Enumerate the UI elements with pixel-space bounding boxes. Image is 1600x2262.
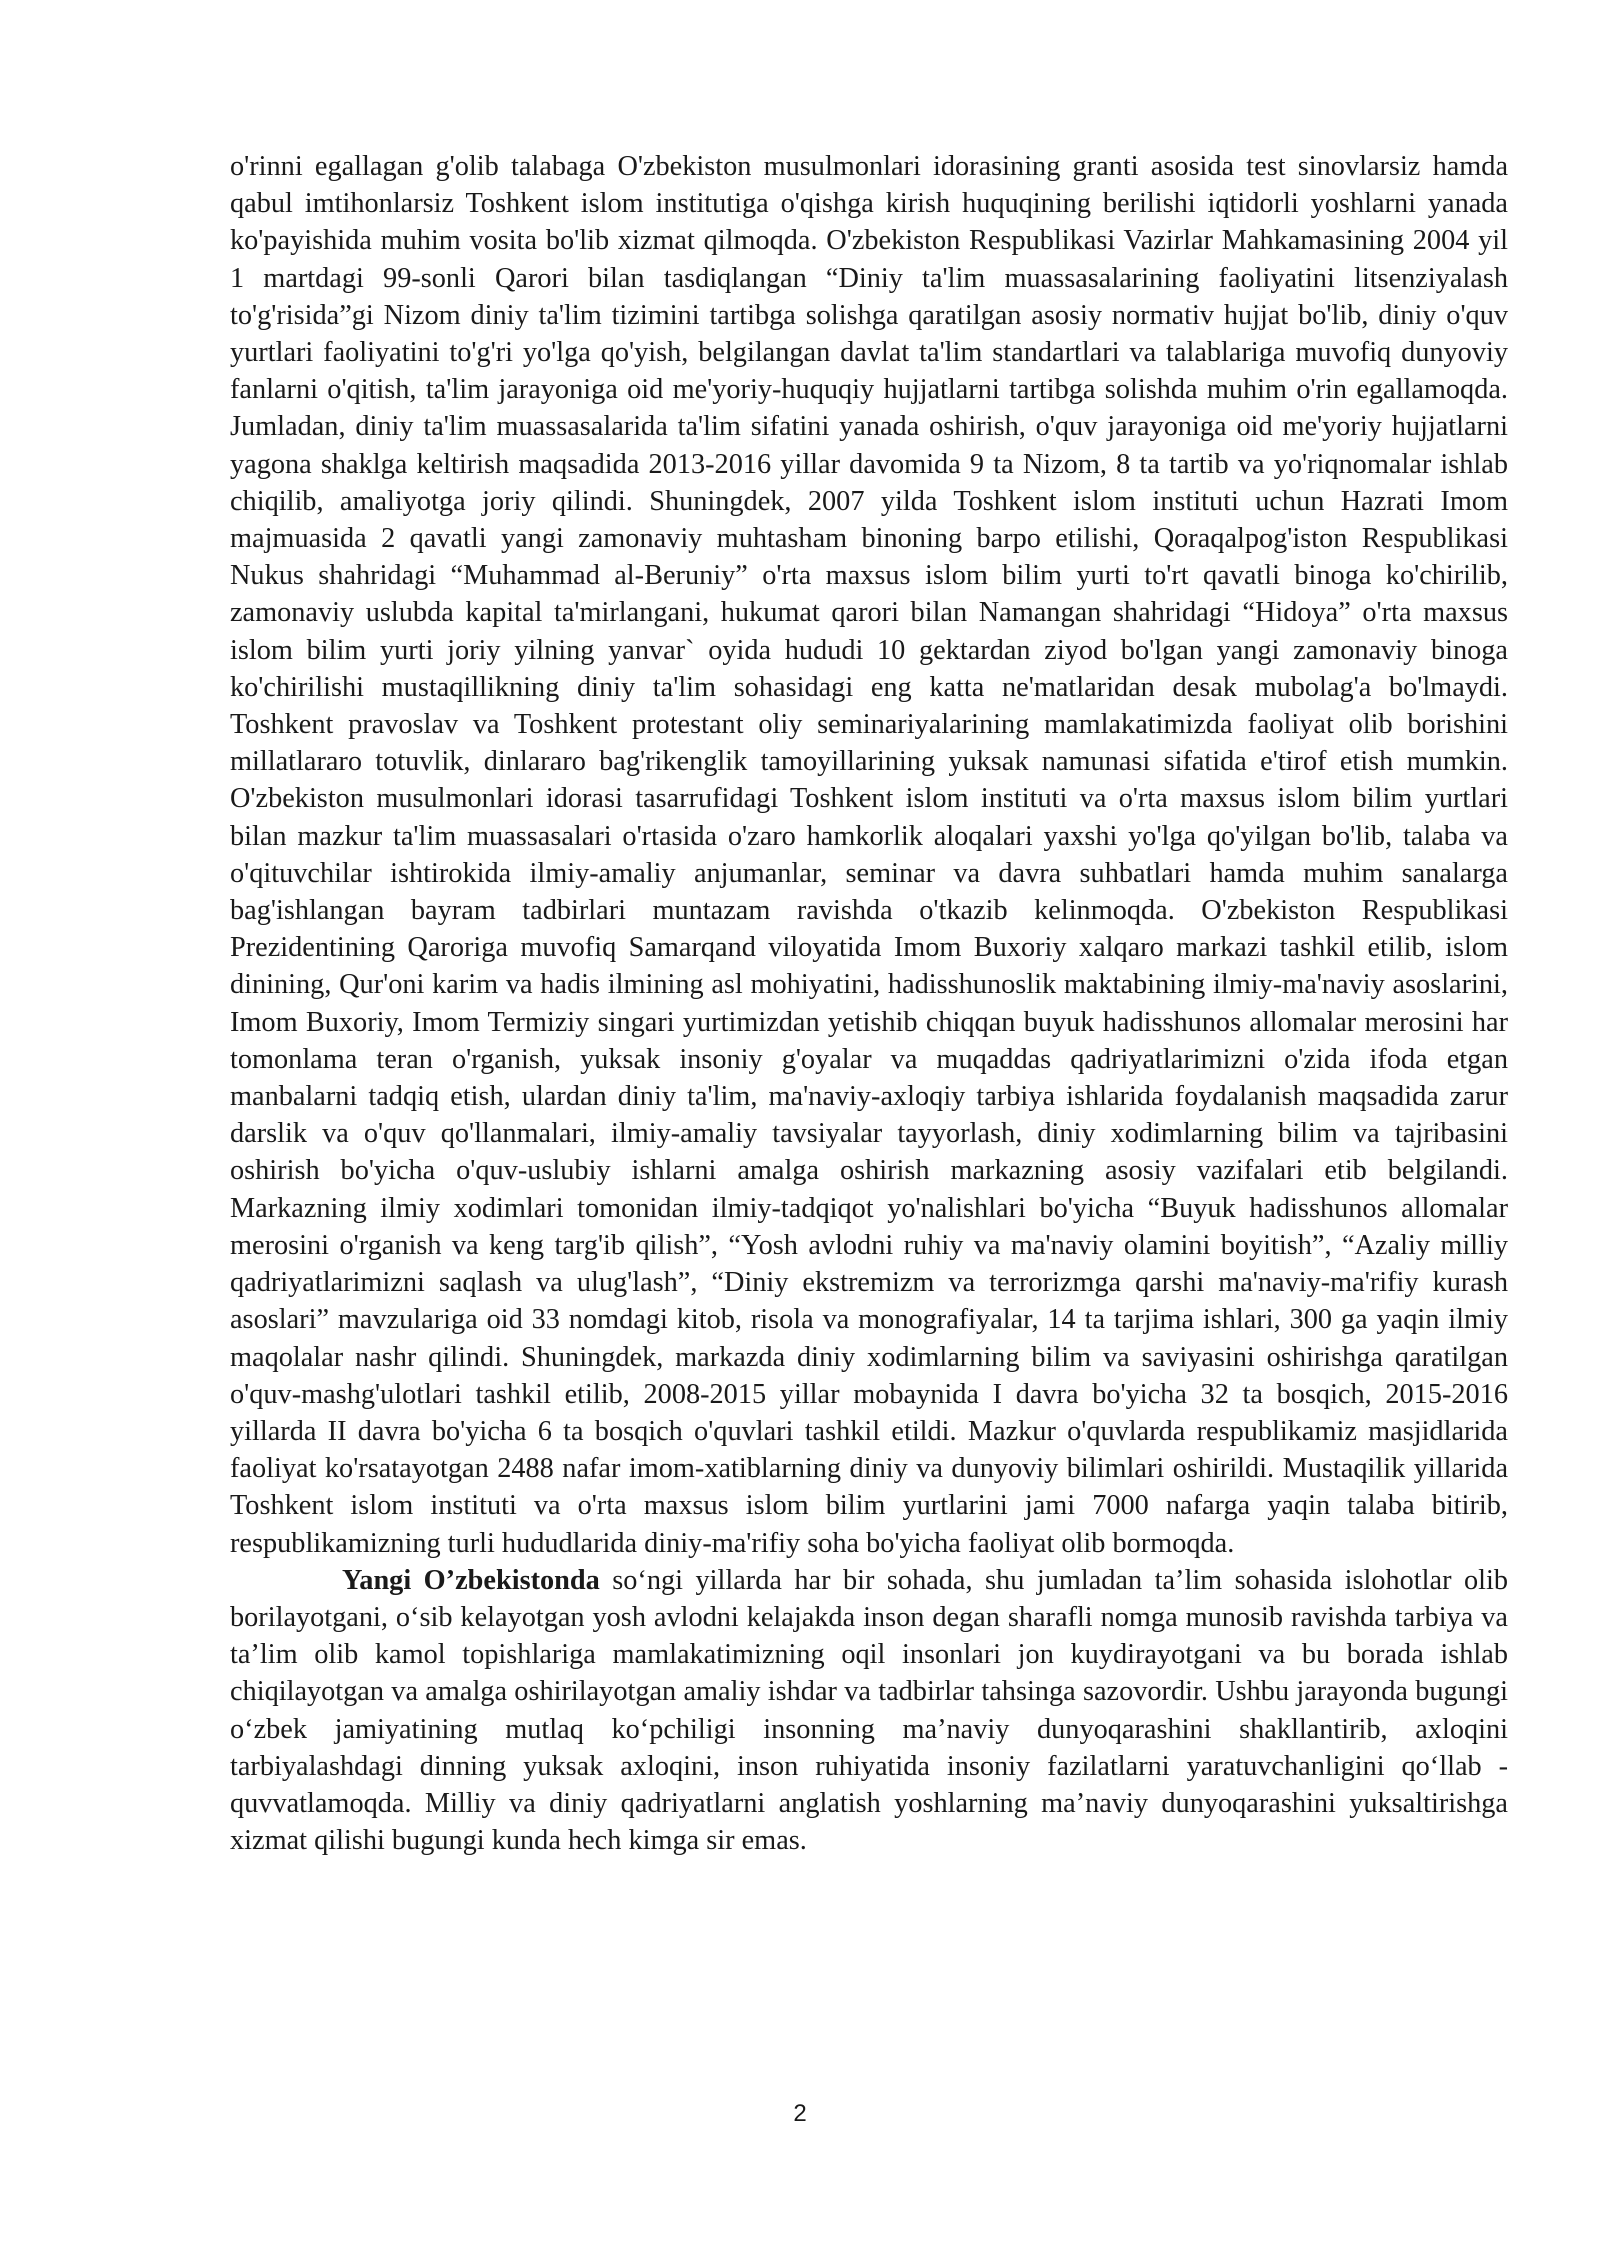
page-number: 2 — [793, 2100, 807, 2127]
body-paragraph: o'rinni egallagan g'olib talabaga O'zbekiston musulmonlari idorasining granti asosida test sinovlarsiz hamda qabul imtihonlarsiz Toshkent islom institutiga o'qishga kirish huquqining berilishi iqtidorli yoshlarni yanada ko'payishida muhim vosita bo'lib xizmat qilmoqda. O'zbekiston Respublikasi Vazirlar Mahkamasining 2004 yil 1 martdagi 99-sonli Qarori bilan tasdiqlangan “Diniy ta'lim muassasalarining faoliyatini litsenziyalash to'g'risida”gi Nizom diniy ta'lim tizimini tartibga solishga qaratilgan asosiy normativ hujjat bo'lib, diniy o'quv yurtlari faoliyatini to'g'ri yo'lga qo'yish, belgilangan davlat ta'lim standartlari va talablariga muvofiq dunyoviy fanlarni o'qitish, ta'lim jarayoniga oid me'yoriy-huquqiy hujjatlarni tartibga solishda muhim o'rin egallamoqda. Jumladan, diniy ta'lim muassasalarida ta'lim sifatini yanada oshirish, o'quv jarayoniga oid me'yoriy hujjatlarni yagona shaklga keltirish maqsadida 2013-2016 yillar davomida 9 ta Nizom, 8 ta tartib va yo'riqnomalar ishlab chiqilib, amaliyotga joriy qilindi. Shuningdek, 2007 yilda Toshkent islom instituti uchun Hazrati Imom majmuasida 2 qavatli yangi zamonaviy muhtasham binoning barpo etilishi, Qoraqalpog'iston Respublikasi Nukus shahridagi “Muhammad al-Beruniy” o'rta maxsus islom bilim yurti to'rt qavatli binoga ko'chirilib, zamonaviy uslubda kapital ta'mirlangani, hukumat qarori bilan Namangan shahridagi “Hidoya” o'rta maxsus islom bilim yurti joriy yilning yanvar` oyida hududi 10 gektardan ziyod bo'lgan yangi zamonaviy binoga ko'chirilishi mustaqillikning diniy ta'lim sohasidagi eng katta ne'matlaridan desak mubolag'a bo'lmaydi. Toshkent pravoslav va Toshkent protestant oliy seminariyalarining mamlakatimizda faoliyat olib borishini millatlararo totuvlik, dinlararo bag'rikenglik tamoyillarining yuksak namunasi sifatida e'tirof etish mumkin. O'zbekiston musulmonlari idorasi tasarrufidagi Toshkent islom instituti va o'rta maxsus islom bilim yurtlari bilan mazkur ta'lim muassasalari o'rtasida o'zaro hamkorlik aloqalari yaxshi yo'lga qo'yilgan bo'lib, talaba va o'qituvchilar ishtirokida ilmiy-amaliy anjumanlar, seminar va davra suhbatlari hamda muhim sanalarga bag'ishlangan bayram tadbirlari muntazam ravishda o'tkazib kelinmoqda. O'zbekiston Respublikasi Prezidentining Qaroriga muvofiq Samarqand viloyatida Imom Buxoriy xalqaro markazi tashkil etilib, islom dinining, Qur'oni karim va hadis ilmining asl mohiyatini, hadisshunoslik maktabining ilmiy-ma'naviy asoslarini, Imom Buxoriy, Imom Termiziy singari yurtimizdan yetishib chiqqan buyuk hadisshunos allomalar merosini har tomonlama teran o'rganish, yuksak insoniy g'oyalar va muqaddas qadriyatlarimizni o'zida ifoda etgan manbalarni tadqiq etish, ulardan diniy ta'lim, ma'naviy-axloqiy tarbiya ishlarida foydalanish maqsadida zarur darslik va o'quv qo'llanmalari, ilmiy-amaliy tavsiyalar tayyorlash, diniy xodimlarning bilim va tajribasini oshirish bo'yicha o'quv-uslubiy ishlarni amalga oshirish markazning asosiy vazifalari etib belgilandi. Markazning ilmiy xodimlari tomonidan ilmiy-tadqiqot yo'nalishlari bo'yicha “Buyuk hadisshunos allomalar merosini o'rganish va keng targ'ib qilish”, “Yosh avlodni ruhiy va ma'naviy olamini boyitish”, “Azaliy milliy qadriyatlarimizni saqlash va ulug'lash”, “Diniy ekstremizm va terrorizmga qarshi ma'naviy-ma'rifiy kurash asoslari” mavzulariga oid 33 nomdagi kitob, risola va monografiyalar, 14 ta tarjima ishlari, 300 ga yaqin ilmiy maqolalar nashr qilindi. Shuningdek, markazda diniy xodimlarning bilim va saviyasini oshirishga qaratilgan o'quv-mashg'ulotlari tashkil etilib, 2008-2015 yillar mobaynida I davra bo'yicha 32 ta bosqich, 2015-2016 yillarda II davra bo'yicha 6 ta bosqich o'quvlari tashkil etildi. Mazkur o'quvlarda respublikamiz masjidlarida faoliyat ko'rsatayotgan 2488 nafar imom-xatiblarning diniy va dunyoviy bilimlari oshirildi. Mustaqilik yillarida Toshkent islom instituti va o'rta maxsus islom bilim yurtlarini jami 7000 nafarga yaqin talaba bitirib, respublikamizning turli hududlarida diniy-ma'rifiy soha bo'yicha faoliyat olib bormoqda. — [230, 151, 1508, 1559]
document-page — [230, 148, 1508, 1859]
paragraph-lead: Yangi O’zbekistonda — [342, 1564, 600, 1596]
body-paragraph — [230, 1562, 1508, 1860]
paragraph-body: so‘ngi yillarda har bir sohada, shu jumladan ta’lim sohasida islohotlar olib borilayotgani, o‘sib kelayotgan yosh avlodni kelajakda inson degan sharafli nomga munosib ravishda tarbiya va ta’lim olib kamol topishlariga mamlakatimizning oqil insonlari jon kuydirayotgani va bu borada ishlab chiqilayotgan va amalga oshirilayotgan amaliy ishdar va tadbirlar tahsinga sazovordir. Ushbu jarayonda bugungi o‘zbek jamiyatining mutlaq ko‘pchiligi insonning ma’naviy dunyoqarashini shakllantirib, axloqini tarbiyalashdagi dinning yuksak axloqini, inson ruhiyatida insoniy fazilatlarni yaratuvchanligini qo‘llab - quvvatlamoqda. Milliy va diniy qadriyatlarni anglatish yoshlarning ma’naviy dunyoqarashini yuksaltirishga xizmat qilishi bugungi kunda hech kimga sir emas. — [230, 1564, 1508, 1857]
